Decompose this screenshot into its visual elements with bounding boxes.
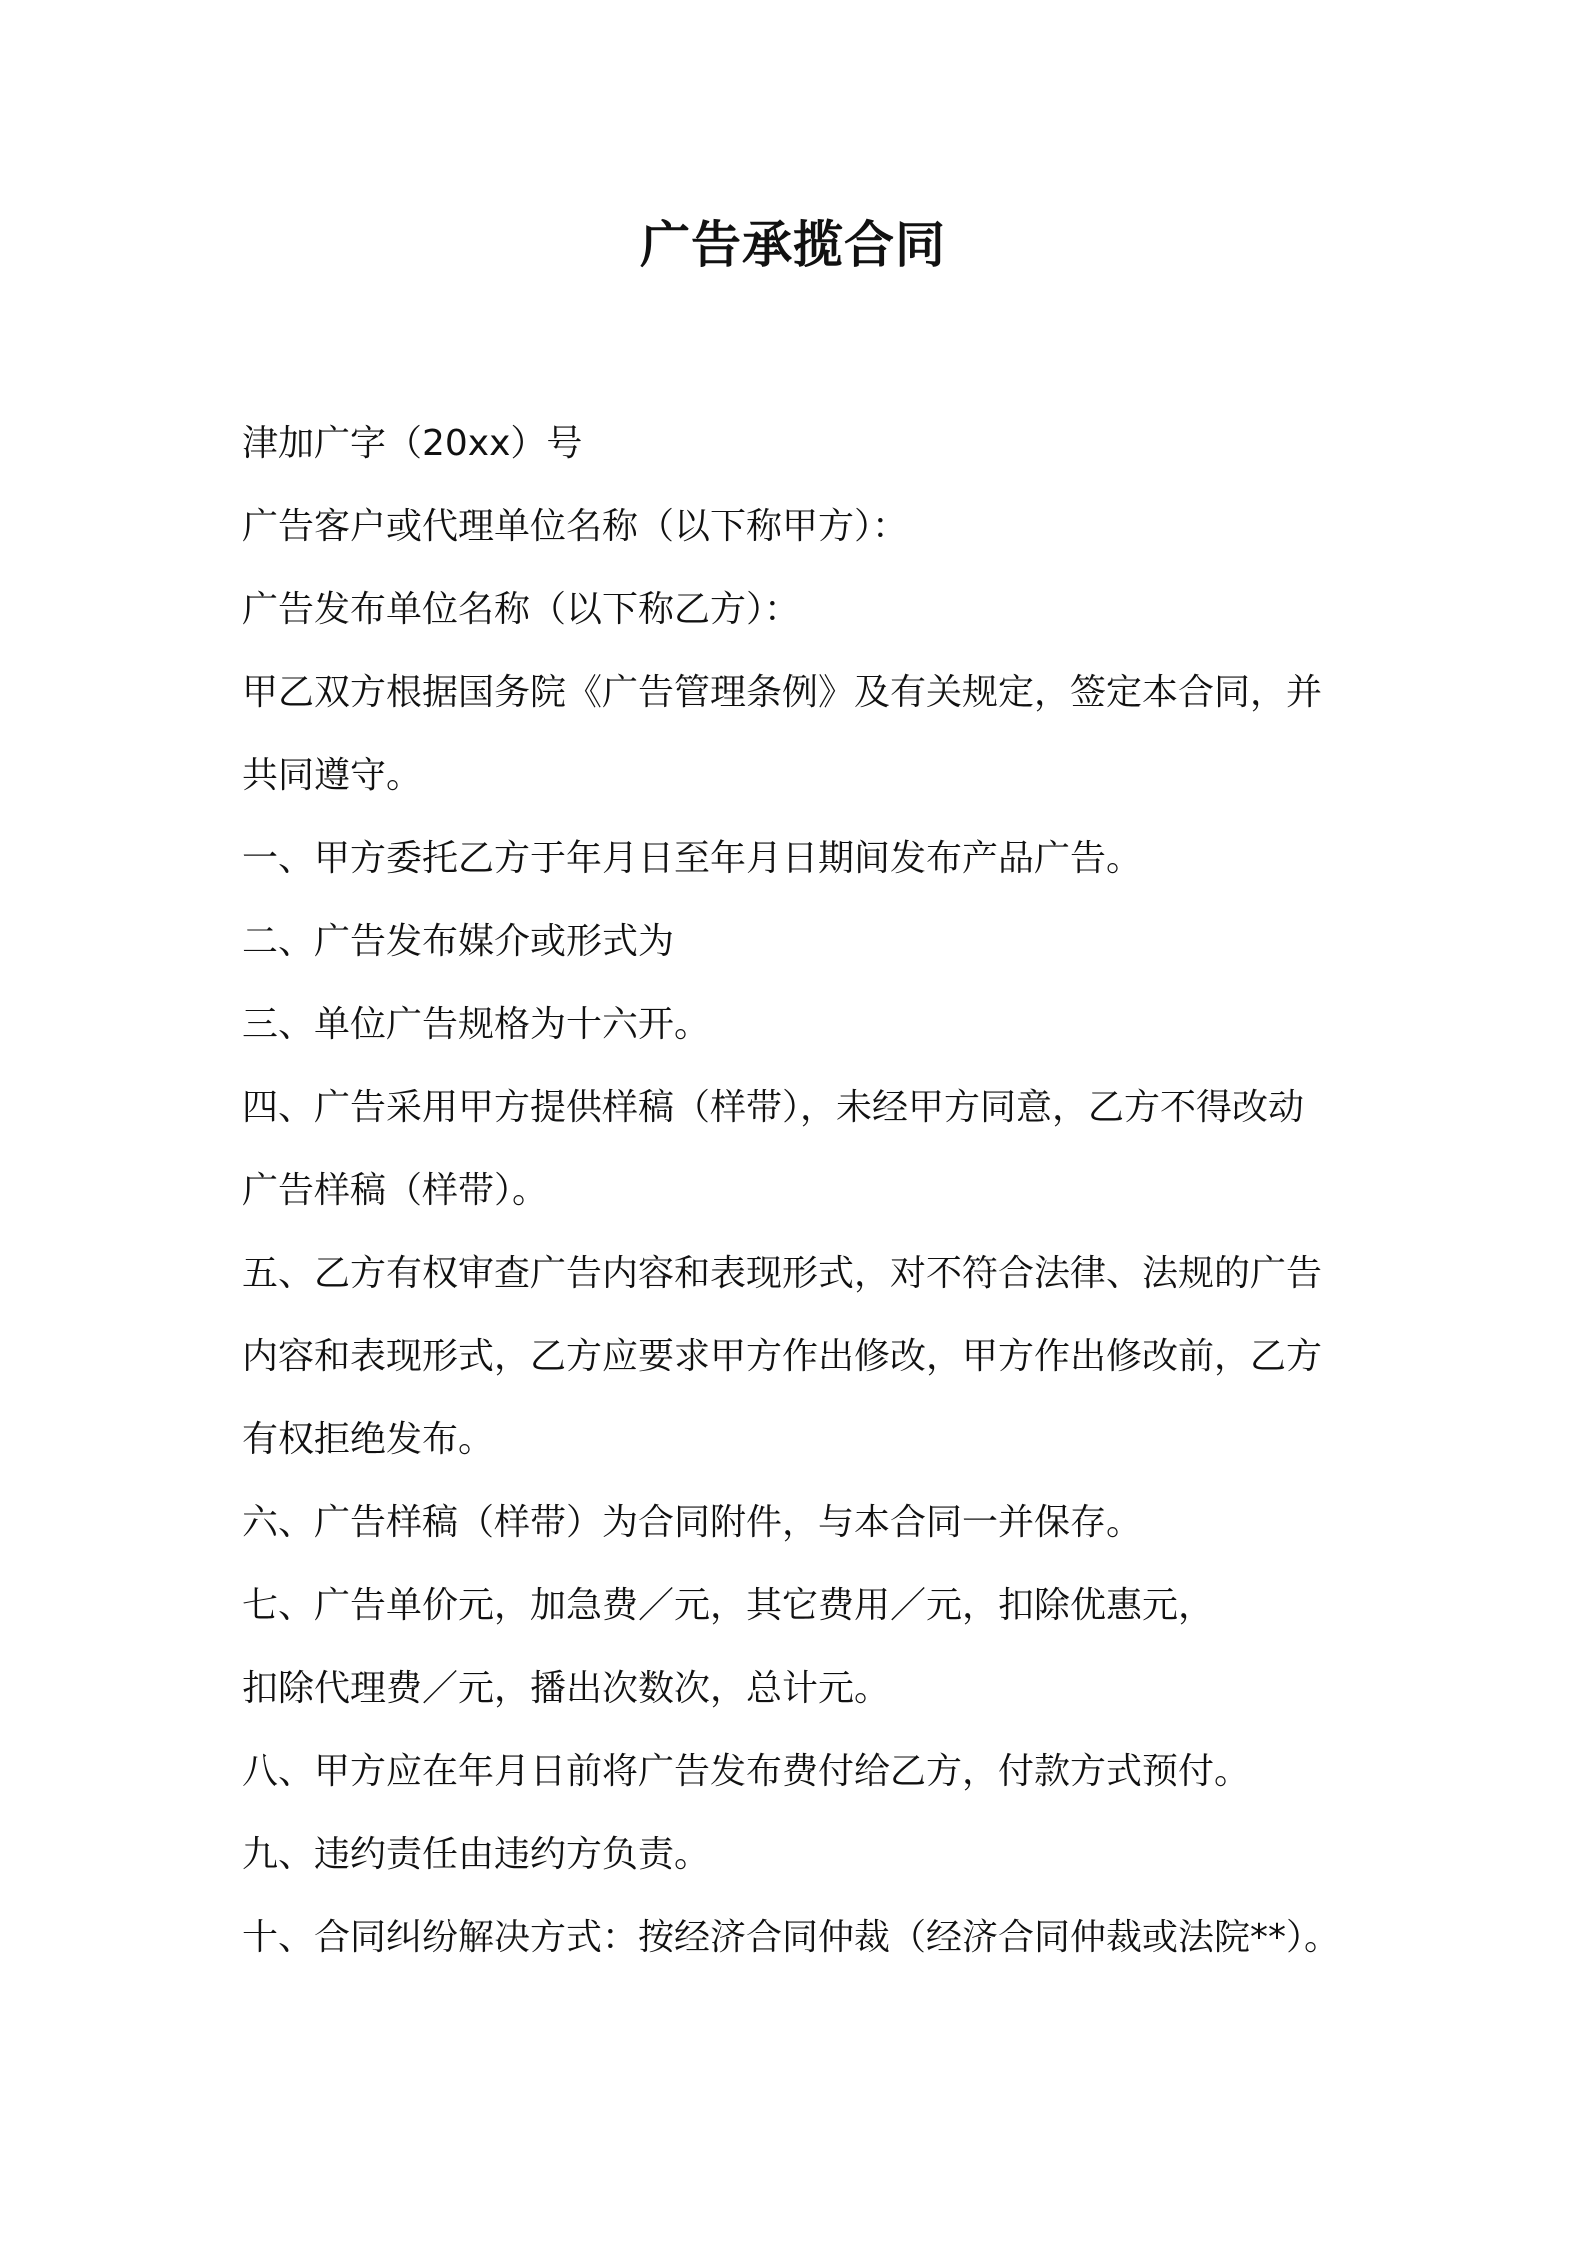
clause-3-line: 三、单位广告规格为十六开。 (242, 1004, 711, 1045)
clause-9-line: 九、违约责任由违约方负责。 (242, 1834, 711, 1875)
clause-10-line: 十、合同纠纷解决方式：按经济合同仲裁（经济合同仲裁或法院**）。 (242, 1917, 1341, 1958)
clause-5-line: 内容和表现形式，乙方应要求甲方作出修改，甲方作出修改前，乙方 (242, 1336, 1323, 1377)
document-title: 广告承揽合同 (640, 216, 946, 274)
document-body (242, 402, 1372, 1979)
clause-1-line: 一、甲方委托乙方于年月日至年月日期间发布产品广告。 (242, 838, 1143, 879)
clause-2-line: 二、广告发布媒介或形式为 (242, 921, 675, 962)
clause-8-line: 八、甲方应在年月日前将广告发布费付给乙方，付款方式预付。 (242, 1751, 1251, 1792)
clause-7-line: 扣除代理费／元，播出次数次，总计元。 (242, 1668, 891, 1709)
party-a-line: 广告客户或代理单位名称（以下称甲方）： (242, 506, 909, 547)
preamble-line: 共同遵守。 (242, 755, 423, 796)
clause-5-line: 五、乙方有权审查广告内容和表现形式，对不符合法律、法规的广告 (242, 1253, 1323, 1294)
clause-4-line: 广告样稿（样带）。 (242, 1170, 549, 1211)
preamble-line: 甲乙双方根据国务院《广告管理条例》及有关规定，签定本合同，并 (242, 672, 1323, 713)
clause-5-line: 有权拒绝发布。 (242, 1419, 495, 1460)
clause-4-line: 四、广告采用甲方提供样稿（样带），未经甲方同意，乙方不得改动 (242, 1087, 1305, 1128)
contract-number-line: 津加广字（20xx）号 (242, 423, 583, 464)
clause-6-line: 六、广告样稿（样带）为合同附件，与本合同一并保存。 (242, 1502, 1143, 1543)
clause-7-line: 七、广告单价元，加急费／元，其它费用／元，扣除优惠元， (242, 1585, 1215, 1626)
party-b-line: 广告发布单位名称（以下称乙方）： (242, 589, 801, 630)
